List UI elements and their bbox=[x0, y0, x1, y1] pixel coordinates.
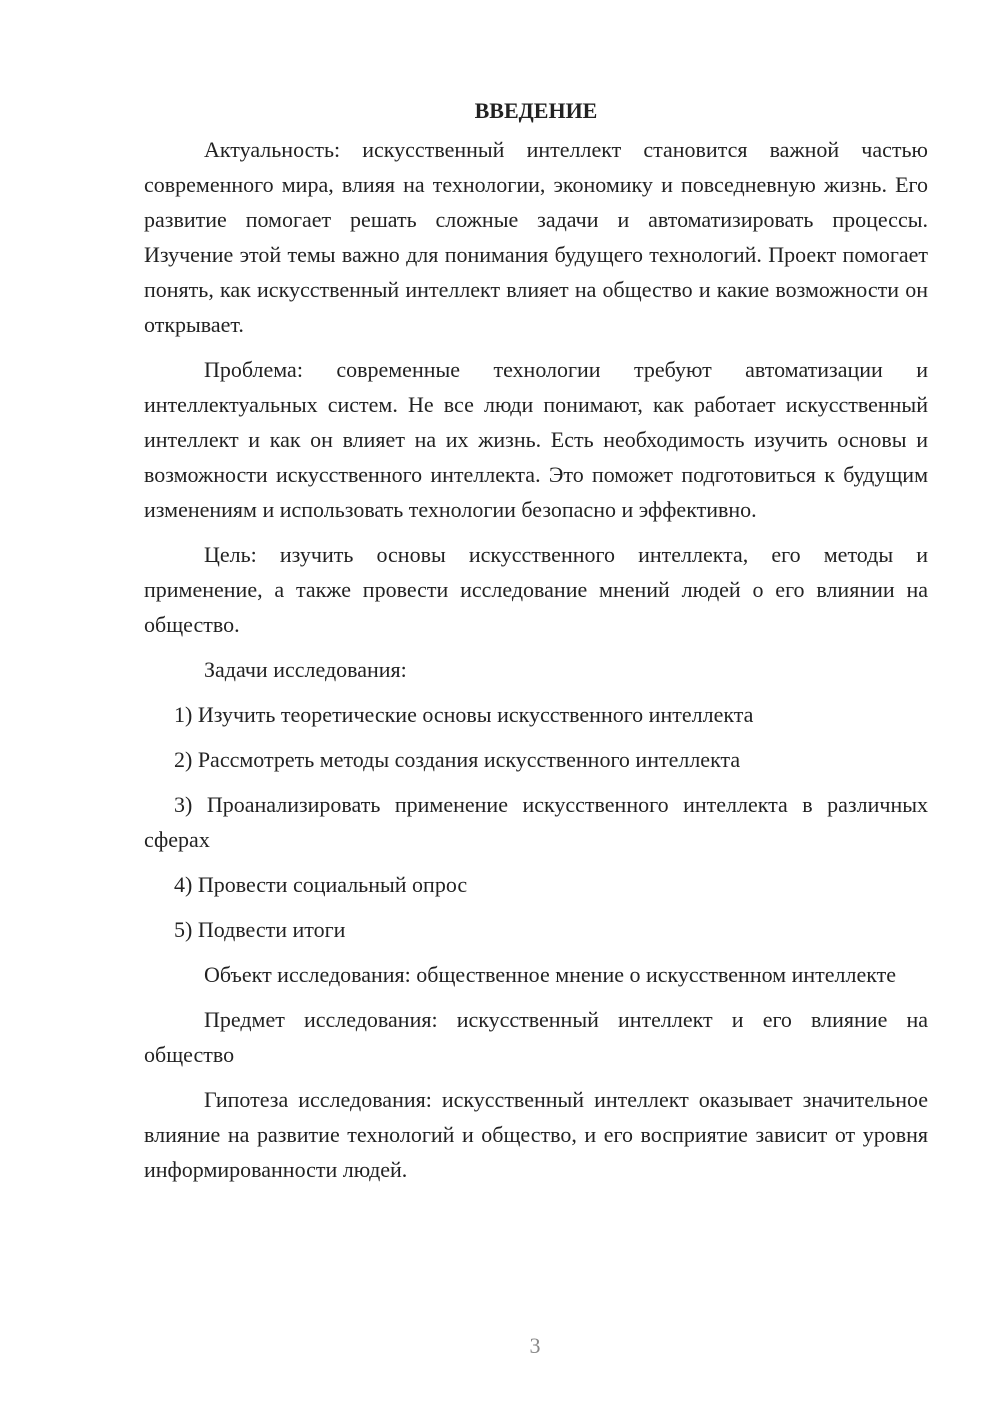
tasks-heading: Задачи исследования: bbox=[204, 657, 407, 682]
page-number: 3 bbox=[529, 1333, 541, 1358]
task-item-3: 3) Проанализировать применение искусственного интеллекта в различных сферах bbox=[144, 792, 928, 852]
page-title: ВВЕДЕНИЕ bbox=[474, 98, 598, 123]
task-item-2: 2) Рассмотреть методы создания искусственного интеллекта bbox=[174, 747, 741, 772]
task-item-1: 1) Изучить теоретические основы искусственного интеллекта bbox=[174, 702, 754, 727]
paragraph-object: Объект исследования: общественное мнение о искусственном интеллекте bbox=[204, 962, 897, 987]
task-item-4: 4) Провести социальный опрос bbox=[174, 872, 468, 897]
page-content bbox=[144, 94, 928, 1197]
paragraph-hypothesis: Гипотеза исследования: искусственный интеллект оказывает значительное влияние на развитие технологий и общество, и его восприятие зависит от уровня информированности людей. bbox=[144, 1087, 928, 1182]
paragraph-goal: Цель: изучить основы искусственного интеллекта, его методы и применение, а также провести исследование мнений людей о его влиянии на общество. bbox=[144, 542, 928, 637]
paragraph-relevance: Актуальность: искусственный интеллект становится важной частью современного мира, влияя на технологии, экономику и повседневную жизнь. Его развитие помогает решать сложные задачи и автоматизировать процессы. Изучение этой темы важно для понимания будущего технологий. Проект помогает понять, как искусственный интеллект влияет на общество и какие возможности он открывает. bbox=[144, 137, 928, 337]
paragraph-subject: Предмет исследования: искусственный интеллект и его влияние на общество bbox=[144, 1007, 928, 1067]
task-item-5: 5) Подвести итоги bbox=[174, 917, 346, 942]
paragraph-problem: Проблема: современные технологии требуют автоматизации и интеллектуальных систем. Не все люди понимают, как работает искусственный интеллект и как он влияет на их жизнь. Есть необходимость изучить основы и возможности искусственного интеллекта. Это поможет подготовиться к будущим изменениям и использовать технологии безопасно и эффективно. bbox=[144, 357, 928, 522]
